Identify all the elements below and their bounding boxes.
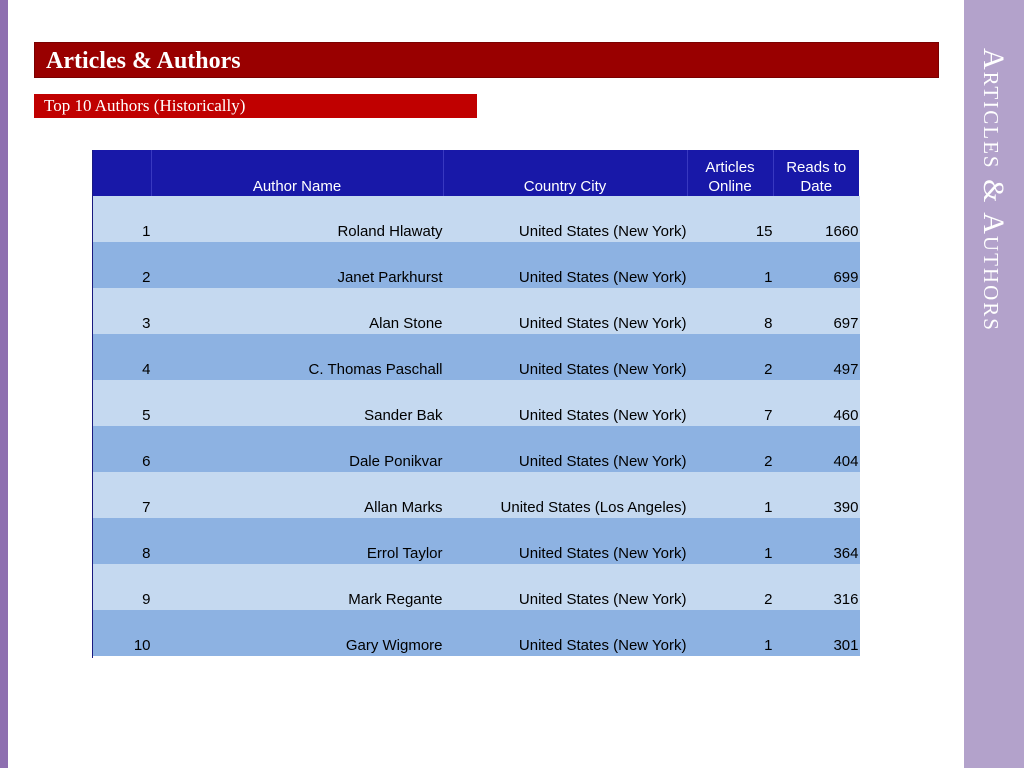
- cell-country-city: United States (New York): [443, 242, 687, 288]
- table-row: [92, 242, 859, 288]
- cell-articles: 1: [687, 610, 773, 656]
- cell-articles: 8: [687, 288, 773, 334]
- left-accent-stripe: [0, 0, 8, 768]
- cell-author: Errol Taylor: [151, 518, 443, 564]
- table-row: [92, 518, 859, 564]
- cell-country-city: United States (New York): [443, 380, 687, 426]
- header-author-name: Author Name: [151, 150, 443, 196]
- cell-reads: 497: [773, 334, 859, 380]
- title-bar: [34, 42, 939, 78]
- cell-reads: 364: [773, 518, 859, 564]
- cell-rank: 8: [92, 518, 151, 564]
- cell-reads: 460: [773, 380, 859, 426]
- cell-country-city: United States (New York): [443, 518, 687, 564]
- cell-author: C. Thomas Paschall: [151, 334, 443, 380]
- header-reads-to-date: [773, 150, 859, 196]
- table-header-row: [92, 150, 859, 196]
- cell-reads: 404: [773, 426, 859, 472]
- cell-rank: 6: [92, 426, 151, 472]
- table-row: [92, 564, 859, 610]
- cell-country-city: United States (New York): [443, 610, 687, 656]
- cell-country-city: United States (New York): [443, 196, 687, 242]
- cell-articles: 7: [687, 380, 773, 426]
- header-rank: [92, 150, 151, 196]
- header-articles-online-line1: Articles: [705, 159, 755, 176]
- cell-reads: 1660: [773, 196, 859, 242]
- header-country-city: Country City: [443, 150, 687, 196]
- cell-country-city: United States (New York): [443, 564, 687, 610]
- cell-rank: 1: [92, 196, 151, 242]
- cell-author: Dale Ponikvar: [151, 426, 443, 472]
- cell-rank: 9: [92, 564, 151, 610]
- header-reads-to-date-line1: Reads to: [786, 159, 847, 176]
- cell-country-city: United States (New York): [443, 426, 687, 472]
- cell-rank: 4: [92, 334, 151, 380]
- cell-reads: 699: [773, 242, 859, 288]
- cell-articles: 2: [687, 564, 773, 610]
- cell-reads: 390: [773, 472, 859, 518]
- slide-subtitle: Top 10 Authors (Historically): [44, 96, 246, 115]
- cell-articles: 2: [687, 426, 773, 472]
- cell-articles: 2: [687, 334, 773, 380]
- cell-author: Janet Parkhurst: [151, 242, 443, 288]
- cell-author: Alan Stone: [151, 288, 443, 334]
- cell-rank: 7: [92, 472, 151, 518]
- authors-table: [92, 150, 860, 656]
- cell-articles: 1: [687, 518, 773, 564]
- table-row: [92, 380, 859, 426]
- cell-author: Roland Hlawaty: [151, 196, 443, 242]
- cell-author: Gary Wigmore: [151, 610, 443, 656]
- table-row: [92, 196, 859, 242]
- cell-country-city: United States (New York): [443, 334, 687, 380]
- cell-articles: 1: [687, 242, 773, 288]
- cell-country-city: United States (Los Angeles): [443, 472, 687, 518]
- cell-rank: 5: [92, 380, 151, 426]
- cell-articles: 15: [687, 196, 773, 242]
- table-row: [92, 334, 859, 380]
- cell-reads: 301: [773, 610, 859, 656]
- side-title: Articles & Authors: [977, 48, 1010, 332]
- cell-country-city: United States (New York): [443, 288, 687, 334]
- cell-articles: 1: [687, 472, 773, 518]
- table-row: [92, 610, 859, 656]
- header-reads-to-date-line2: Date: [800, 178, 833, 195]
- cell-rank: 2: [92, 242, 151, 288]
- cell-reads: 316: [773, 564, 859, 610]
- header-articles-online: [687, 150, 773, 196]
- cell-reads: 697: [773, 288, 859, 334]
- cell-author: Mark Regante: [151, 564, 443, 610]
- table-row: [92, 426, 859, 472]
- table-row: [92, 472, 859, 518]
- slide-title: Articles & Authors: [46, 48, 241, 74]
- header-articles-online-line2: Online: [708, 178, 752, 195]
- cell-rank: 3: [92, 288, 151, 334]
- table-row: [92, 288, 859, 334]
- cell-rank: 10: [92, 610, 151, 656]
- cell-author: Allan Marks: [151, 472, 443, 518]
- subtitle-bar: [34, 94, 477, 118]
- cell-author: Sander Bak: [151, 380, 443, 426]
